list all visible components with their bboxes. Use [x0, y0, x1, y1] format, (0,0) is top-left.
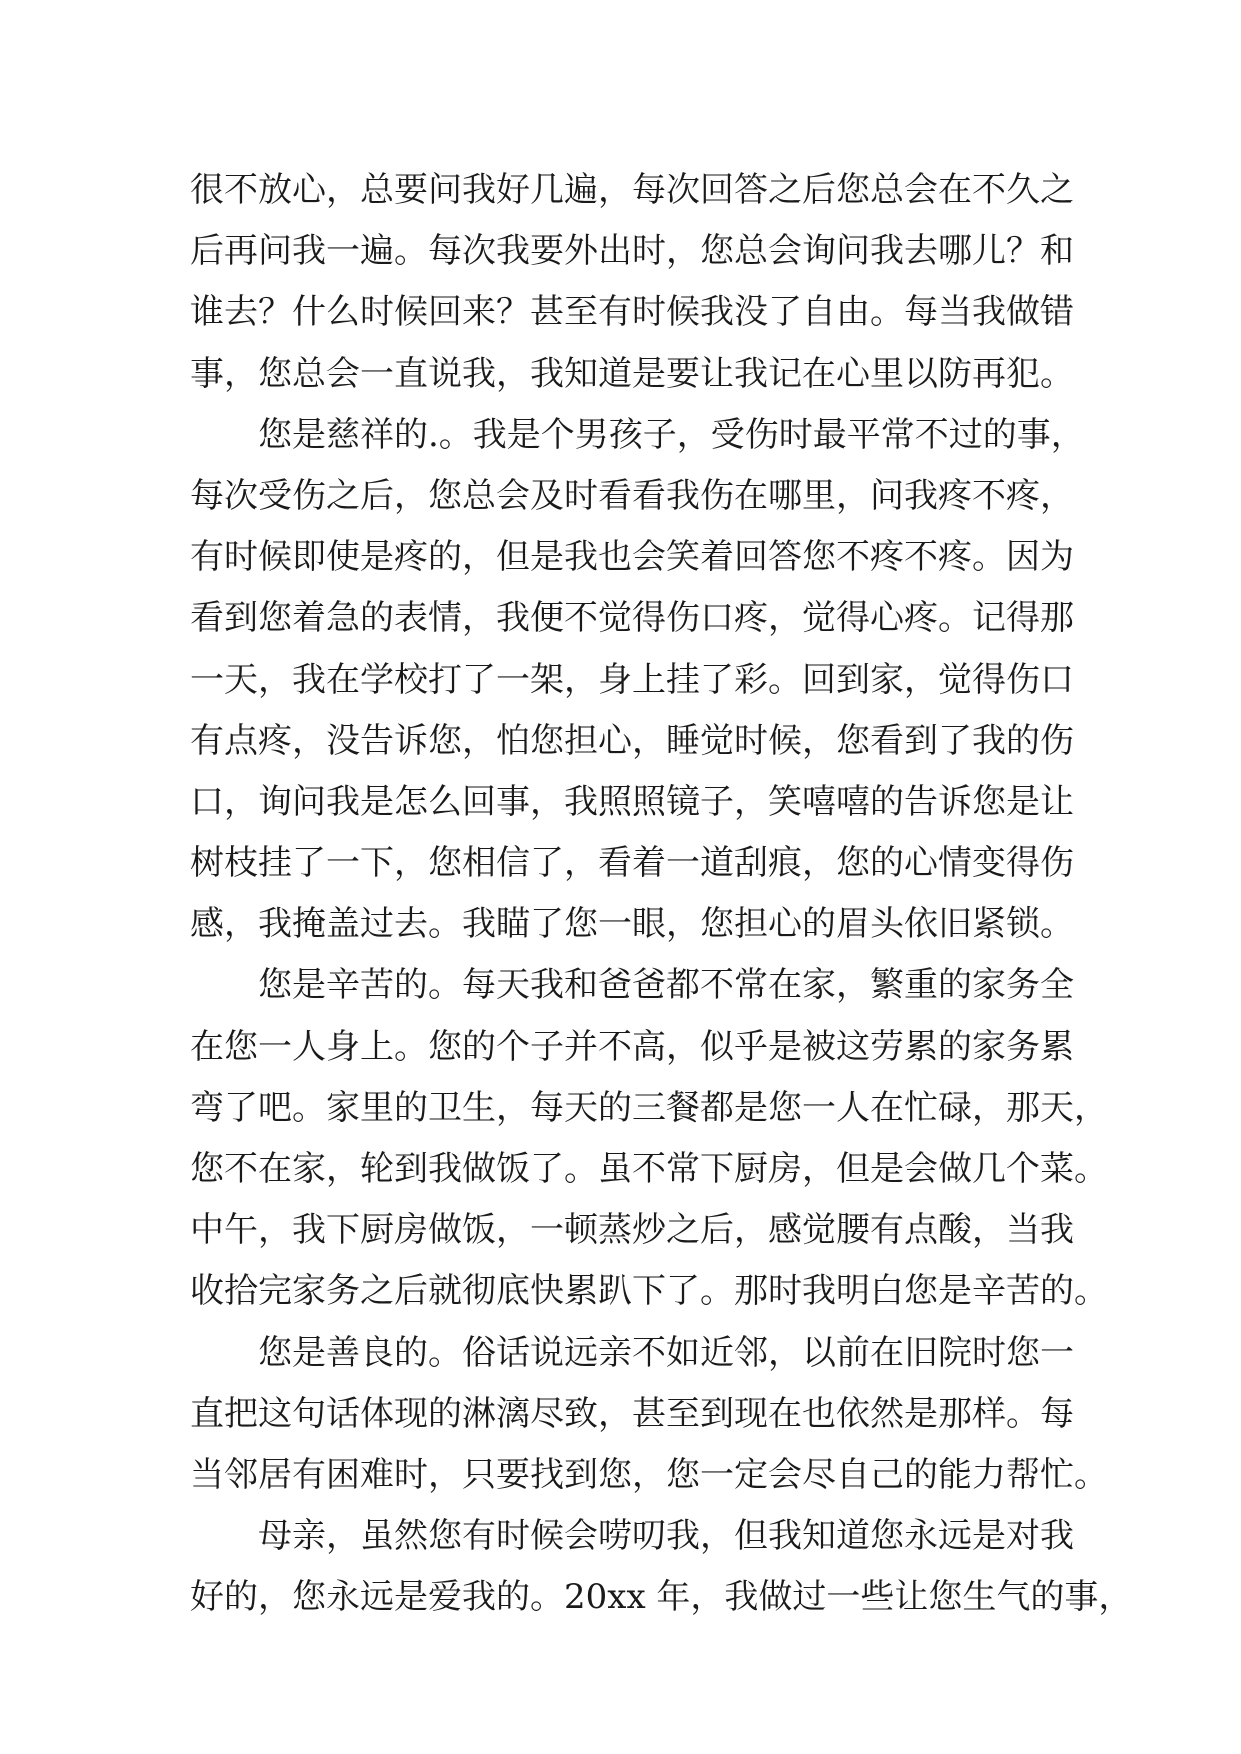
text-line: 当邻居有困难时，只要找到您，您一定会尽自己的能力帮忙。: [190, 1454, 1108, 1495]
text-line: 树枝挂了一下，您相信了，看着一道刮痕，您的心情变得伤: [190, 843, 1074, 884]
paragraph-start-line: 母亲，虽然您有时候会唠叨我，但我知道您永远是对我: [258, 1516, 1074, 1557]
text-line: 后再问我一遍。每次我要外出时，您总会询问我去哪儿？和: [190, 231, 1074, 272]
text-line: 弯了吧。家里的卫生，每天的三餐都是您一人在忙碌，那天，: [190, 1087, 1108, 1128]
text-line: 感，我掩盖过去。我瞄了您一眼，您担心的眉头依旧紧锁。: [190, 904, 1074, 945]
text-line: 有时候即使是疼的，但是我也会笑着回答您不疼不疼。因为: [190, 537, 1074, 578]
text-line: 直把这句话体现的淋漓尽致，甚至到现在也依然是那样。每: [190, 1393, 1074, 1434]
text-line: 您不在家，轮到我做饭了。虽不常下厨房，但是会做几个菜。: [190, 1149, 1108, 1189]
text-line: 收拾完家务之后就彻底快累趴下了。那时我明白您是辛苦的。: [190, 1271, 1108, 1312]
text-line: 口，询问我是怎么回事，我照照镜子，笑嘻嘻的告诉您是让: [190, 781, 1074, 822]
paragraph-start-line: 您是辛苦的。每天我和爸爸都不常在家，繁重的家务全: [258, 965, 1074, 1006]
text-line: 一天，我在学校打了一架，身上挂了彩。回到家，觉得伤口: [190, 659, 1074, 700]
text-line: 中午，我下厨房做饭，一顿蒸炒之后，感觉腰有点酸，当我: [190, 1210, 1074, 1251]
text-line: 事，您总会一直说我，我知道是要让我记在心里以防再犯。: [190, 353, 1074, 394]
text-line: 有点疼，没告诉您，怕您担心，睡觉时候，您看到了我的伤: [190, 720, 1074, 761]
text-line: 谁去？什么时候回来？甚至有时候我没了自由。每当我做错: [190, 292, 1074, 333]
text-line: 每次受伤之后，您总会及时看看我伤在哪里，问我疼不疼，: [190, 475, 1074, 516]
text-line: 在您一人身上。您的个子并不高，似乎是被这劳累的家务累: [190, 1026, 1074, 1067]
paragraph-start-line: 您是慈祥的.。我是个男孩子，受伤时最平常不过的事，: [258, 414, 1085, 455]
text-line: 看到您着急的表情，我便不觉得伤口疼，觉得心疼。记得那: [190, 598, 1074, 639]
text-line: 很不放心，总要问我好几遍，每次回答之后您总会在不久之: [190, 170, 1074, 210]
text-line: 好的，您永远是爱我的。20xx 年，我做过一些让您生气的事，: [190, 1577, 1133, 1618]
essay-body: [190, 160, 1133, 1629]
paragraph-start-line: 您是善良的。俗话说远亲不如近邻，以前在旧院时您一: [258, 1332, 1074, 1373]
